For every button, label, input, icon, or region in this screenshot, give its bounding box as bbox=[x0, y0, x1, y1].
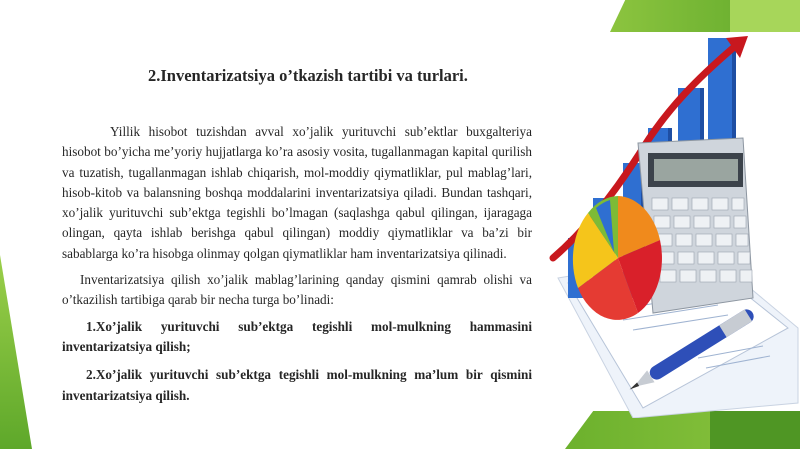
paragraph-intro: Yillik hisobot tuzishdan avval xo’jalik yurituvchi sub’ektlar buxgalteriya hisobot bo’yicha me’yoriy hujjatlarga ko’ra asosiy vosita, tugallanmagan kapital qurilish va tuzatish, tugallanmagan ishlab chiqarish, mol-moddiy qiymatliklar, pul mablag’lari, hisob-kitob va balansning boshqa moddalarini inventarizatsiya qiladi. Bundan tashqari, xo’jalik yurituvchi sub’ektga tegishli bo’lmagan (saqlashga qabul qilingan, ijaragaga olingan, qayta ishlab berishga qabul qilingan) moddiy qiymatliklar va ba’zi bir sabablarga ko’ra hisobga olinmay qolgan qiymatliklar ham inventarizatsiya qilinadi. bbox=[62, 124, 532, 261]
slide-title: 2.Inventarizatsiya o’tkazish tartibi va turlari. bbox=[148, 66, 468, 85]
list-item-partial-inventory: 2.Xo’jalik yurituvchi sub’ektga tegishli mol-mulkning ma’lum bir qismini inventarizatsiya qilish. bbox=[62, 367, 532, 403]
paragraph-types: Inventarizatsiya qilish xo’jalik mablag’larining qanday qismini qamrab olishi va o’tkazilish tartibiga qarab bir necha turga bo’linadi: bbox=[62, 272, 532, 308]
slide-body bbox=[62, 122, 532, 414]
decor-left-shape bbox=[0, 255, 32, 449]
list-item-full-inventory: 1.Xo’jalik yurituvchi sub’ektga tegishli mol-mulkning hammasini inventarizatsiya qilish; bbox=[62, 318, 532, 354]
finance-illustration-icon bbox=[548, 28, 800, 418]
